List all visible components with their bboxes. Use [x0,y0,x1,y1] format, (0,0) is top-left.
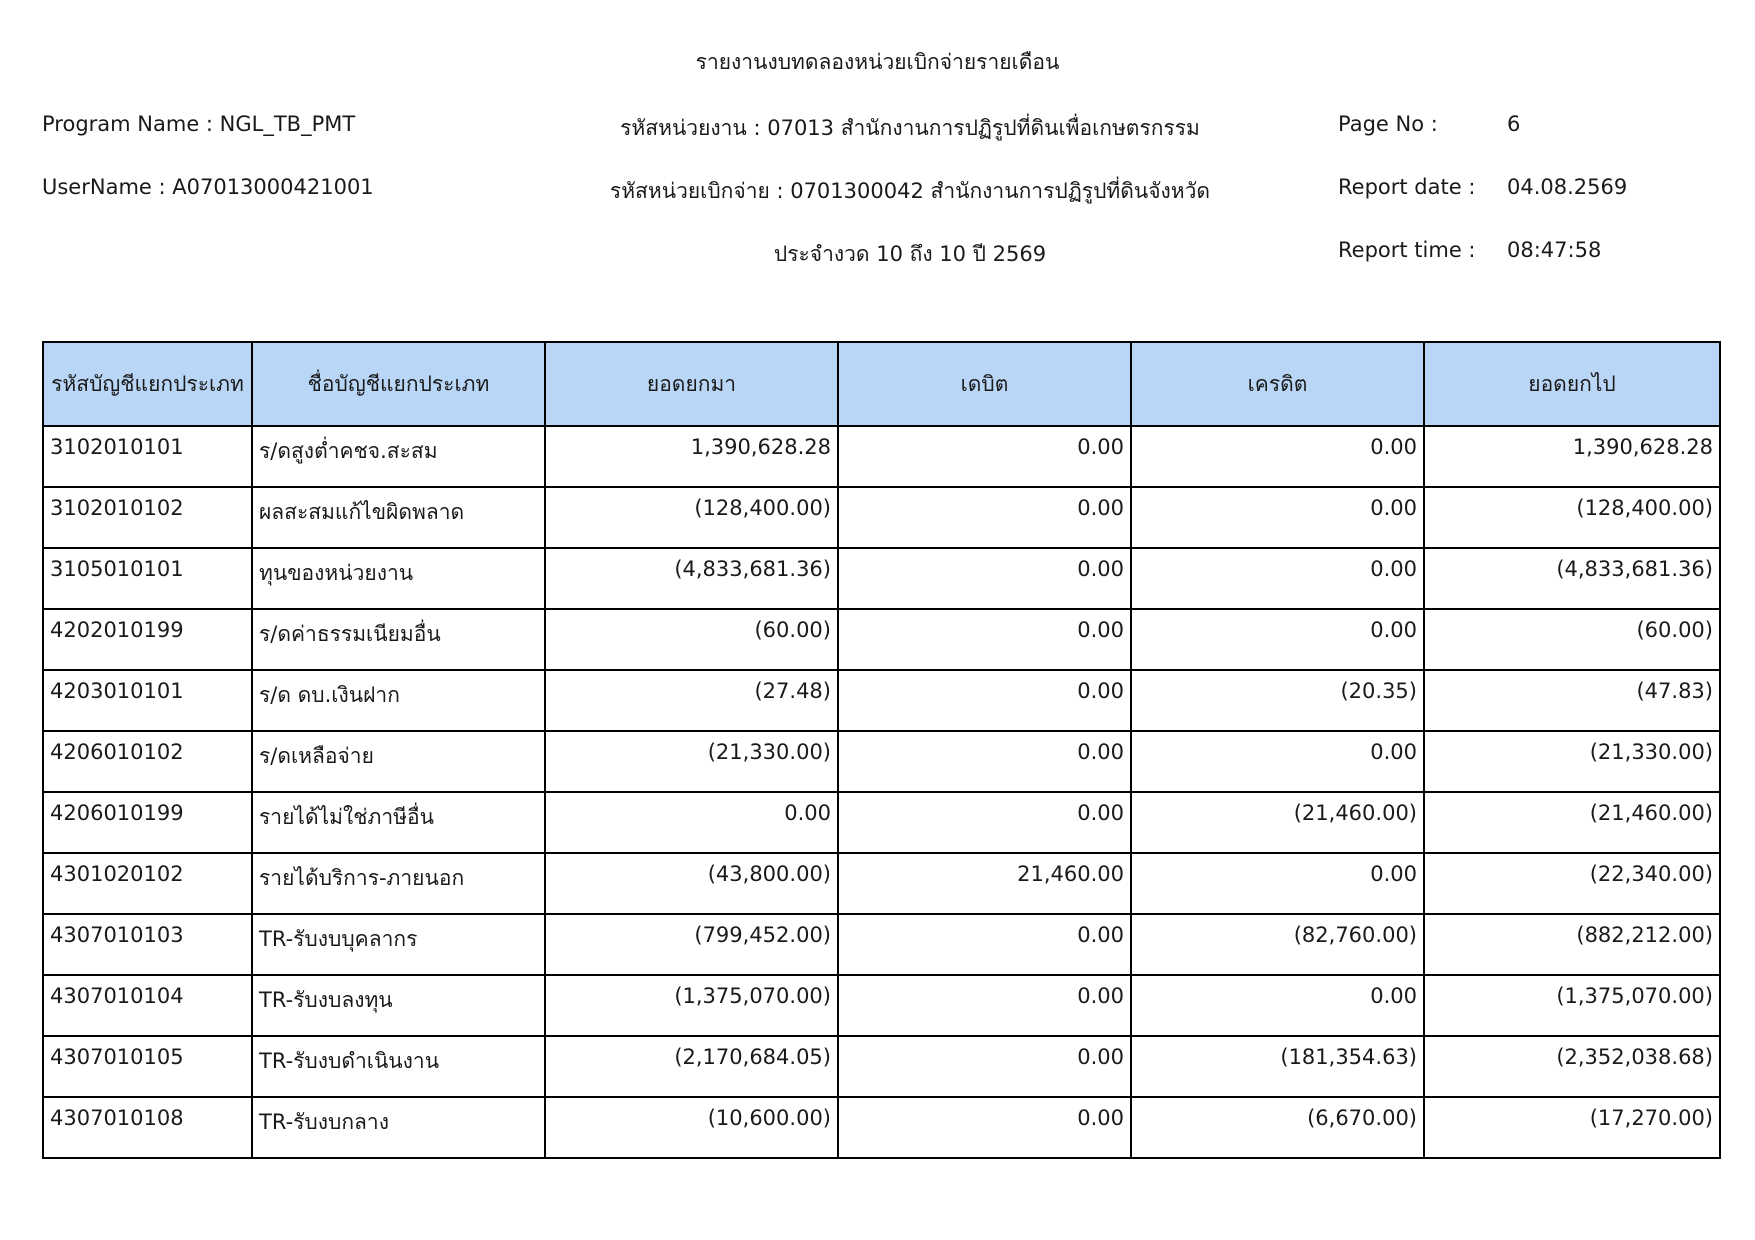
table-row [43,975,1720,1036]
debit: 21,460.00 [838,853,1131,914]
credit: 0.00 [1131,731,1424,792]
credit: 0.00 [1131,487,1424,548]
account-name: ร/ดค่าธรรมเนียมอื่น [252,609,545,670]
debit: 0.00 [838,609,1131,670]
table-row [43,792,1720,853]
page-no-label: Page No : [1338,112,1438,136]
brought-forward: (4,833,681.36) [545,548,838,609]
table-row [43,1036,1720,1097]
credit: 0.00 [1131,975,1424,1036]
col-header-debit: เดบิต [838,342,1131,426]
debit: 0.00 [838,914,1131,975]
brought-forward: (10,600.00) [545,1097,838,1158]
carried-forward: (2,352,038.68) [1424,1036,1720,1097]
report-title: รายงานงบทดลองหน่วยเบิกจ่ายรายเดือน [695,50,1060,74]
carried-forward: (21,460.00) [1424,792,1720,853]
table-row [43,1097,1720,1158]
account-code: 4203010101 [43,670,252,731]
brought-forward: 1,390,628.28 [545,426,838,487]
debit: 0.00 [838,1097,1131,1158]
credit: 0.00 [1131,426,1424,487]
account-code: 3102010102 [43,487,252,548]
account-name: รายได้ไม่ใช่ภาษีอื่น [252,792,545,853]
carried-forward: (21,330.00) [1424,731,1720,792]
credit: 0.00 [1131,548,1424,609]
credit: (181,354.63) [1131,1036,1424,1097]
table-row [43,670,1720,731]
table-row [43,731,1720,792]
agency-code: รหัสหน่วยงาน : 07013 สำนักงานการปฏิรูปที่ดินเพื่อเกษตรกรรม [620,116,1200,140]
credit: (6,670.00) [1131,1097,1424,1158]
account-name: รายได้บริการ-ภายนอก [252,853,545,914]
account-code: 4307010108 [43,1097,252,1158]
account-name: ผลสะสมแก้ไขผิดพลาด [252,487,545,548]
page-no-value: 6 [1507,112,1521,136]
col-header-account-code: รหัสบัญชีแยกประเภท [43,342,252,426]
account-name: ร/ดสูงต่ำคชจ.สะสม [252,426,545,487]
col-header-brought-forward: ยอดยกมา [545,342,838,426]
account-code: 4206010199 [43,792,252,853]
col-header-account-name: ชื่อบัญชีแยกประเภท [252,342,545,426]
table-row [43,426,1720,487]
brought-forward: 0.00 [545,792,838,853]
table-row [43,548,1720,609]
table-row [43,487,1720,548]
account-code: 4307010104 [43,975,252,1036]
table-row [43,609,1720,670]
debit: 0.00 [838,670,1131,731]
debit: 0.00 [838,792,1131,853]
brought-forward: (799,452.00) [545,914,838,975]
table-row [43,914,1720,975]
table-row [43,853,1720,914]
report-date-label: Report date : [1338,175,1476,199]
account-name: TR-รับงบลงทุน [252,975,545,1036]
credit: (21,460.00) [1131,792,1424,853]
disbursing-unit: รหัสหน่วยเบิกจ่าย : 0701300042 สำนักงานการปฏิรูปที่ดินจังหวัด [609,179,1211,203]
col-header-carried-forward: ยอดยกไป [1424,342,1720,426]
account-name: ร/ดเหลือจ่าย [252,731,545,792]
brought-forward: (43,800.00) [545,853,838,914]
carried-forward: (1,375,070.00) [1424,975,1720,1036]
credit: 0.00 [1131,609,1424,670]
account-code: 4307010103 [43,914,252,975]
credit: (20.35) [1131,670,1424,731]
debit: 0.00 [838,548,1131,609]
debit: 0.00 [838,426,1131,487]
account-name: TR-รับงบบุคลากร [252,914,545,975]
col-header-credit: เครดิต [1131,342,1424,426]
brought-forward: (1,375,070.00) [545,975,838,1036]
brought-forward: (128,400.00) [545,487,838,548]
brought-forward: (2,170,684.05) [545,1036,838,1097]
account-name: ร/ด ดบ.เงินฝาก [252,670,545,731]
carried-forward: (47.83) [1424,670,1720,731]
carried-forward: (4,833,681.36) [1424,548,1720,609]
brought-forward: (60.00) [545,609,838,670]
account-name: TR-รับงบดำเนินงาน [252,1036,545,1097]
account-code: 3105010101 [43,548,252,609]
carried-forward: 1,390,628.28 [1424,426,1720,487]
account-code: 4202010199 [43,609,252,670]
program-name: Program Name : NGL_TB_PMT [42,112,356,136]
username: UserName : A07013000421001 [42,175,374,199]
account-name: ทุนของหน่วยงาน [252,548,545,609]
credit: 0.00 [1131,853,1424,914]
account-name: TR-รับงบกลาง [252,1097,545,1158]
debit: 0.00 [838,731,1131,792]
report-time-label: Report time : [1338,238,1476,262]
brought-forward: (27.48) [545,670,838,731]
debit: 0.00 [838,487,1131,548]
trial-balance-table [42,341,1721,1159]
account-code: 4301020102 [43,853,252,914]
carried-forward: (60.00) [1424,609,1720,670]
carried-forward: (17,270.00) [1424,1097,1720,1158]
debit: 0.00 [838,1036,1131,1097]
report-time-value: 08:47:58 [1507,238,1602,262]
report-date-value: 04.08.2569 [1507,175,1628,199]
credit: (82,760.00) [1131,914,1424,975]
account-code: 4307010105 [43,1036,252,1097]
report-period: ประจำงวด 10 ถึง 10 ปี 2569 [773,242,1047,266]
table-header-row [43,342,1720,426]
account-code: 3102010101 [43,426,252,487]
carried-forward: (882,212.00) [1424,914,1720,975]
carried-forward: (128,400.00) [1424,487,1720,548]
debit: 0.00 [838,975,1131,1036]
account-code: 4206010102 [43,731,252,792]
brought-forward: (21,330.00) [545,731,838,792]
carried-forward: (22,340.00) [1424,853,1720,914]
